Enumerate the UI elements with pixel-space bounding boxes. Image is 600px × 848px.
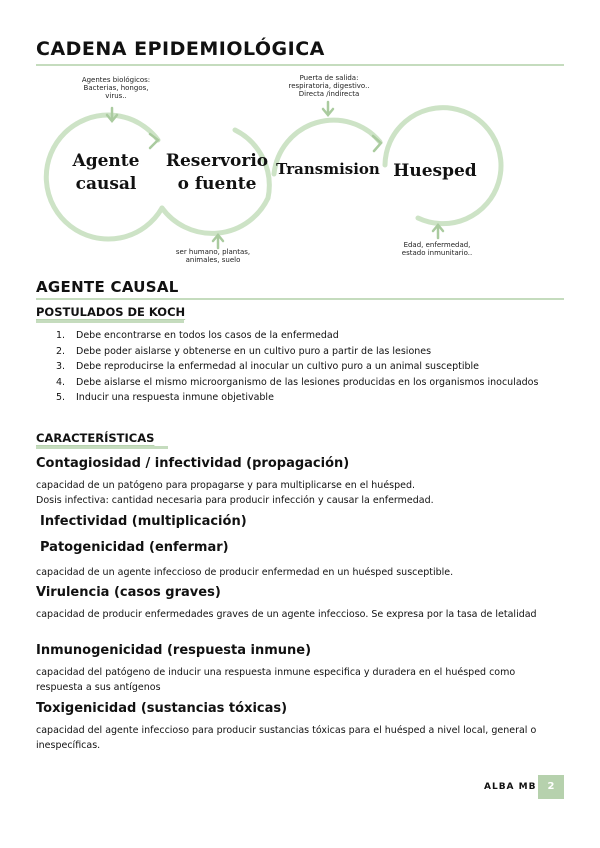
node-huesped: Huesped — [393, 161, 477, 181]
text-contagiosidad-1: capacidad de un patógeno para propagarse y para multiplicarse en el huésped. — [36, 480, 416, 491]
text-contagiosidad-2: Dosis infectiva: cantidad necesaria para producir infección y causar la enfermedad. — [36, 495, 434, 506]
koch-underline — [36, 320, 184, 323]
node-agente-causal: Agente causal — [72, 151, 140, 194]
text-inmunogenicidad: capacidad del patógeno de inducir una respuesta inmune especifica y duradera en el huésped como respuesta a sus antígenos — [36, 667, 516, 693]
node-reservorio: Reservorio o fuente — [165, 151, 269, 194]
note-edad-enfermedad: Edad, enfermedad, estado inmunitario.. — [401, 241, 473, 257]
list-item: 4. Debe aislarse el mismo microorganismo de las lesiones producidas en los organismos inoculados — [56, 376, 539, 388]
list-item: 2. Debe poder aislarse y obtenerse en un cultivo puro a partir de las lesiones — [56, 345, 432, 357]
heading-infectividad: Infectividad (multiplicación) — [40, 514, 247, 529]
text-patogenicidad: capacidad de un agente infeccioso de producir enfermedad en un huésped susceptible. — [36, 567, 454, 578]
page-title: CADENA EPIDEMIOLÓGICA — [36, 38, 325, 60]
heading-virulencia: Virulencia (casos graves) — [36, 585, 221, 600]
heading-patogenicidad: Patogenicidad (enfermar) — [40, 540, 229, 555]
note-puerta-salida: Puerta de salida: respiratoria, digestivo.. Directa /indirecta — [288, 74, 370, 98]
note-ser-humano: ser humano, plantas, animales, suelo — [175, 248, 251, 264]
list-item: 5. Inducir una respuesta inmune objetivable — [56, 392, 274, 403]
section-underline — [36, 298, 564, 300]
heading-contagiosidad: Contagiosidad / infectividad (propagación) — [36, 456, 350, 471]
text-toxigenicidad: capacidad del agente infeccioso para producir sustancias tóxicas para el huésped a nivel local, general o inespecíficas. — [36, 725, 537, 751]
section-agente-causal: AGENTE CAUSAL — [36, 278, 179, 296]
list-item: 1. Debe encontrarse en todos los casos de la enfermedad — [56, 330, 339, 341]
footer-author: ALBA MB — [484, 782, 537, 792]
caracteristicas-underline — [36, 446, 168, 449]
heading-inmunogenicidad: Inmunogenicidad (respuesta inmune) — [36, 643, 312, 658]
node-transmision: Transmision — [276, 160, 380, 178]
heading-toxigenicidad: Toxigenicidad (sustancias tóxicas) — [36, 701, 288, 716]
koch-list — [56, 328, 556, 406]
page-number: 2 — [538, 775, 564, 799]
title-underline — [36, 64, 564, 66]
subsection-caracteristicas: CARACTERÍSTICAS — [36, 431, 155, 445]
list-item: 3. Debe reproducirse la enfermedad al inocular un cultivo puro a un animal susceptible — [56, 361, 479, 372]
text-virulencia: capacidad de producir enfermedades graves de un agente infeccioso. Se expresa por la tasa de letalidad — [36, 609, 537, 620]
note-agentes-biologicos: Agentes biológicos: Bacterias, hongos, virus.. — [81, 76, 151, 100]
subsection-postulados-koch: POSTULADOS DE KOCH — [36, 305, 186, 319]
